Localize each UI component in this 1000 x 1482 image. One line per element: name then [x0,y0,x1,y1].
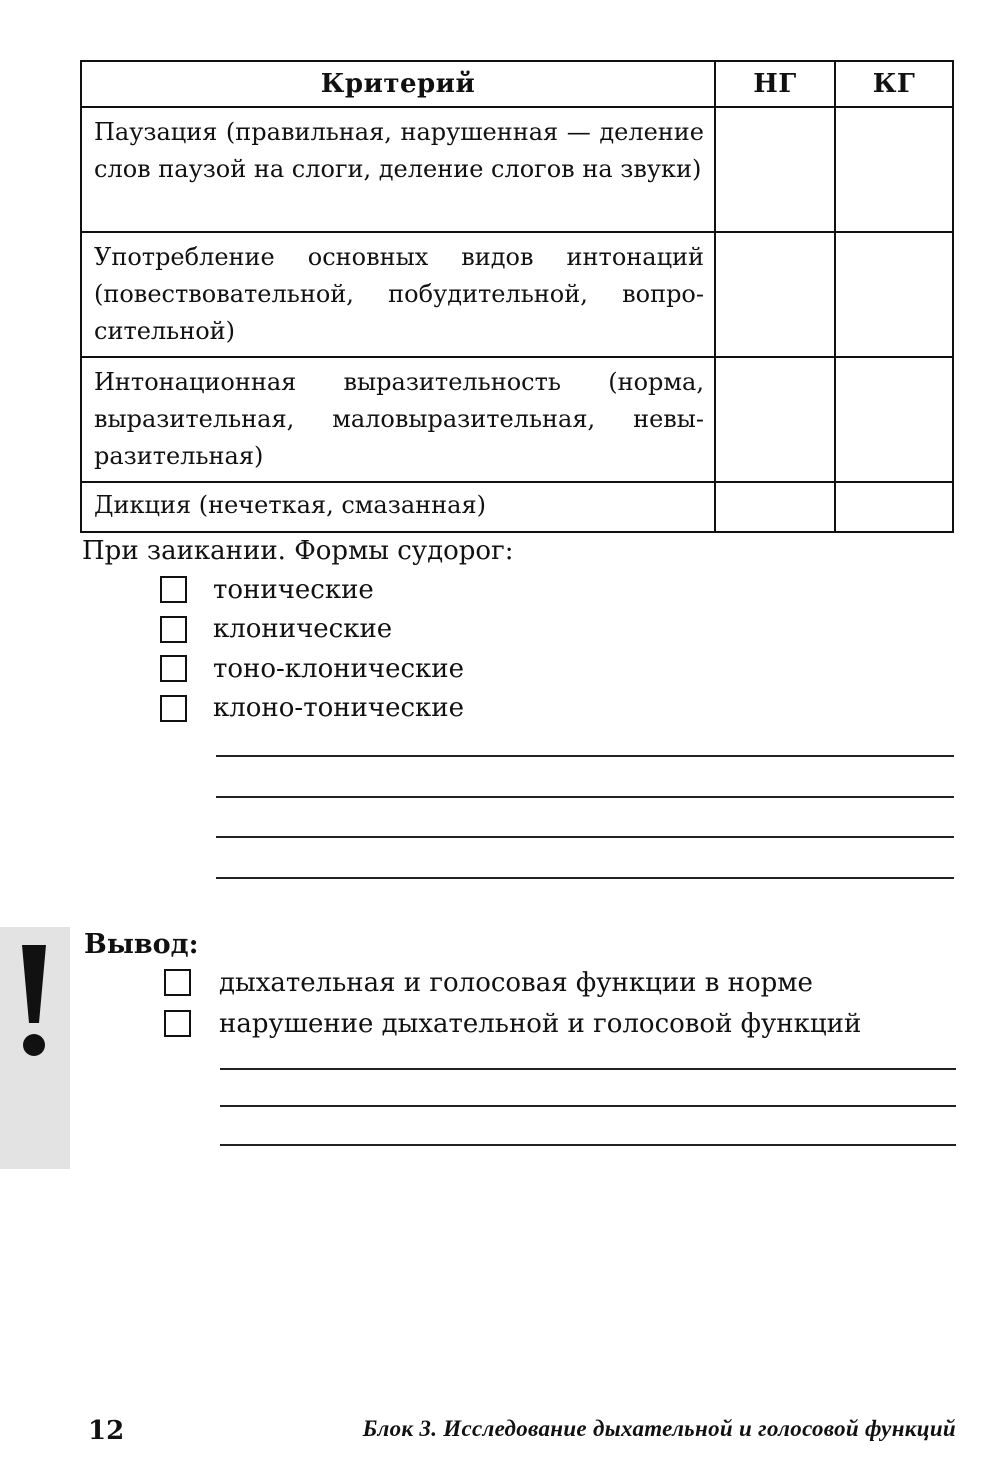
exclamation-icon [16,945,52,1060]
list-item [160,610,464,650]
answer-line[interactable] [216,796,954,798]
kg-cell[interactable] [835,232,953,357]
kg-cell[interactable] [835,107,953,232]
checkbox-clono-tonic[interactable] [160,695,187,722]
page-number: 12 [88,1416,125,1446]
option-label: клонические [213,614,393,645]
stuttering-title: При заикании. Формы судорог: [82,536,514,566]
table-row [81,357,953,482]
answer-line[interactable] [216,877,954,879]
stuttering-options [160,570,464,728]
criterion-cell: Интонационная выразительность (норма, выразительная, маловыразительная, невыразительная) [81,357,715,482]
list-item [164,1003,861,1044]
criteria-table [80,60,954,533]
checkbox-tono-clonic[interactable] [160,655,187,682]
option-label: нарушение дыхательной и голосовой функций [219,1008,862,1039]
header-criterion: Критерий [81,61,715,107]
table-header-row [81,61,953,107]
running-title: Блок 3. Исследование дыхательной и голосовой функций [362,1416,956,1441]
table-row [81,107,953,232]
header-ng: НГ [715,61,835,107]
criterion-cell: Употребление основных видов интонаций (повествовательной, побудительной, вопросительной) [81,232,715,357]
conclusion-marker [0,927,70,1169]
answer-line[interactable] [216,836,954,838]
table-row [81,482,953,532]
criterion-cell: Паузация (правильная, нарушенная — деление слов паузой на слоги, деление слогов на звуки) [81,107,715,232]
option-label: дыхательная и голосовая функции в норме [219,967,813,998]
conclusion-options [164,962,861,1044]
checkbox-impairment[interactable] [164,1010,191,1037]
list-item [160,689,464,729]
ng-cell[interactable] [715,107,835,232]
kg-cell[interactable] [835,357,953,482]
checkbox-clonic[interactable] [160,616,187,643]
ng-cell[interactable] [715,357,835,482]
option-label: клоно-тонические [213,693,464,724]
list-item [160,649,464,689]
table-row [81,232,953,357]
checkbox-norm[interactable] [164,969,191,996]
criterion-cell: Дикция (нечеткая, смазанная) [81,482,715,532]
option-label: тонические [213,574,374,605]
answer-line[interactable] [216,755,954,757]
answer-line[interactable] [220,1105,956,1107]
ng-cell[interactable] [715,482,835,532]
list-item [160,570,464,610]
checkbox-tonic[interactable] [160,576,187,603]
answer-line[interactable] [220,1144,956,1146]
answer-line[interactable] [220,1068,956,1070]
conclusion-title: Вывод: [84,929,199,960]
option-label: тоно-клонические [213,653,464,684]
list-item [164,962,861,1003]
ng-cell[interactable] [715,232,835,357]
kg-cell[interactable] [835,482,953,532]
header-kg: КГ [835,61,953,107]
